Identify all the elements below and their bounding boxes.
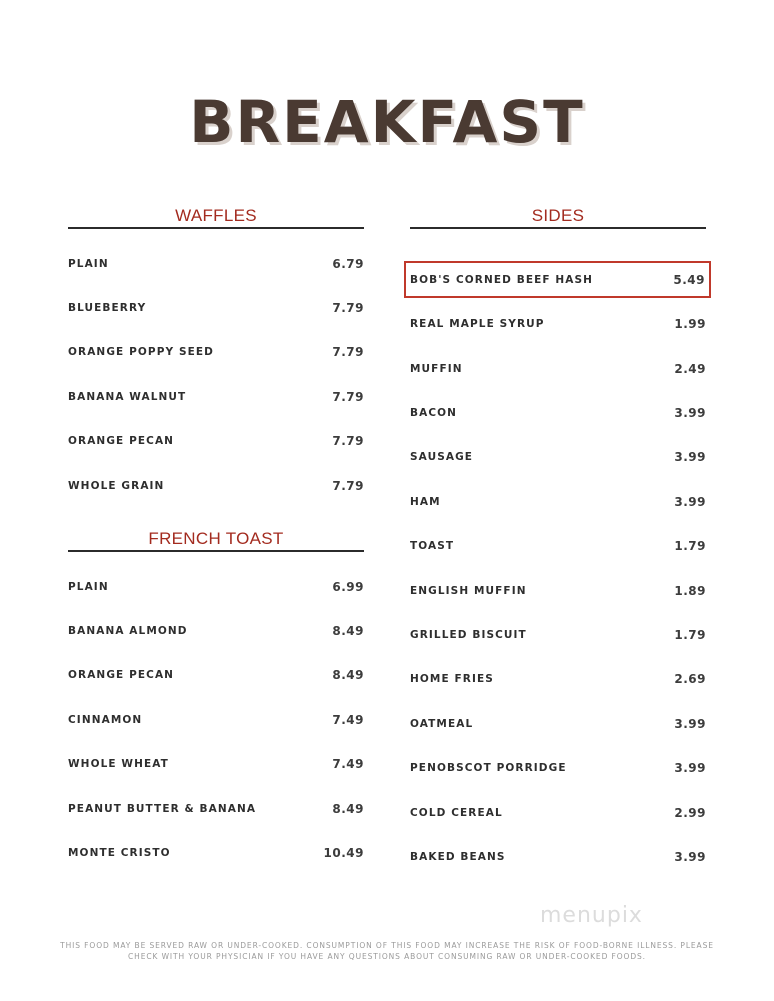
item-name: PLAIN — [68, 258, 109, 270]
page-title: BREAKFAST — [189, 88, 585, 156]
sides-item-corned-beef-hash — [404, 261, 711, 298]
item-name: BLUEBERRY — [68, 302, 147, 314]
food-safety-disclaimer — [60, 940, 714, 962]
sides-item-baked-beans — [410, 845, 706, 869]
item-price: 1.99 — [674, 317, 706, 331]
sides-item-penobscot-porridge — [410, 756, 706, 780]
waffles-heading: WAFFLES — [175, 206, 257, 225]
french-toast-item-whole-wheat — [68, 752, 364, 776]
item-price: 5.49 — [673, 272, 705, 287]
disclaimer-line-2: CHECK WITH YOUR PHYSICIAN IF YOU HAVE ANY QUESTIONS ABOUT CONSUMING RAW OR UNDER-COOKED FOODS. — [128, 952, 646, 961]
item-name: BACON — [410, 407, 458, 419]
item-price: 1.79 — [674, 539, 706, 553]
waffles-item-orange-pecan — [68, 429, 364, 453]
item-name: BAKED BEANS — [410, 851, 506, 863]
sides-item-maple-syrup — [410, 312, 706, 336]
french-toast-item-plain — [68, 575, 364, 599]
waffles-item-whole-grain — [68, 474, 364, 498]
item-name: COLD CEREAL — [410, 807, 503, 819]
item-name: ORANGE POPPY SEED — [68, 346, 214, 358]
item-price: 6.79 — [332, 257, 364, 271]
item-price: 7.49 — [332, 713, 364, 727]
french-toast-item-orange-pecan — [68, 663, 364, 687]
item-price: 3.99 — [674, 450, 706, 464]
item-price: 7.79 — [332, 301, 364, 315]
sides-item-cold-cereal — [410, 801, 706, 825]
sides-item-sausage — [410, 445, 706, 469]
item-price: 3.99 — [674, 717, 706, 731]
item-price: 3.99 — [674, 406, 706, 420]
item-price: 7.49 — [332, 757, 364, 771]
french-toast-item-monte-cristo — [68, 841, 364, 865]
item-name: PENOBSCOT PORRIDGE — [410, 762, 567, 774]
waffles-item-banana-walnut — [68, 385, 364, 409]
french-toast-heading: FRENCH TOAST — [148, 529, 284, 548]
item-name: ENGLISH MUFFIN — [410, 585, 527, 597]
item-price: 7.79 — [332, 434, 364, 448]
item-name: MONTE CRISTO — [68, 847, 171, 859]
item-price: 1.89 — [674, 584, 706, 598]
item-price: 3.99 — [674, 850, 706, 864]
item-price: 3.99 — [674, 495, 706, 509]
waffles-item-orange-poppy-seed — [68, 340, 364, 364]
item-name: GRILLED BISCUIT — [410, 629, 527, 641]
item-name: ORANGE PECAN — [68, 435, 175, 447]
item-name: PLAIN — [68, 581, 109, 593]
sides-item-muffin — [410, 357, 706, 381]
item-name: HAM — [410, 496, 441, 508]
item-price: 1.79 — [674, 628, 706, 642]
item-price: 7.79 — [332, 390, 364, 404]
sides-item-toast — [410, 534, 706, 558]
item-name: CINNAMON — [68, 714, 143, 726]
item-price: 7.79 — [332, 479, 364, 493]
sides-item-ham — [410, 490, 706, 514]
sides-item-grilled-biscuit — [410, 623, 706, 647]
item-name: BOB'S CORNED BEEF HASH — [410, 273, 594, 286]
sides-item-english-muffin — [410, 579, 706, 603]
item-price: 8.49 — [332, 624, 364, 638]
french-toast-item-peanut-butter-banana — [68, 797, 364, 821]
item-price: 8.49 — [332, 668, 364, 682]
sides-divider — [410, 227, 706, 229]
item-name: MUFFIN — [410, 363, 463, 375]
watermark: menupix — [540, 903, 643, 928]
sides-item-bacon — [410, 401, 706, 425]
sides-item-oatmeal — [410, 712, 706, 736]
item-name: HOME FRIES — [410, 673, 494, 685]
item-name: WHOLE WHEAT — [68, 758, 169, 770]
french-toast-divider — [68, 550, 364, 552]
item-name: SAUSAGE — [410, 451, 474, 463]
item-name: REAL MAPLE SYRUP — [410, 318, 545, 330]
item-name: PEANUT BUTTER & BANANA — [68, 803, 257, 815]
item-price: 2.69 — [674, 672, 706, 686]
sides-item-home-fries — [410, 667, 706, 691]
item-name: OATMEAL — [410, 718, 474, 730]
french-toast-item-cinnamon — [68, 708, 364, 732]
item-name: WHOLE GRAIN — [68, 480, 165, 492]
item-name: ORANGE PECAN — [68, 669, 175, 681]
item-price: 3.99 — [674, 761, 706, 775]
item-price: 7.79 — [332, 345, 364, 359]
french-toast-item-banana-almond — [68, 619, 364, 643]
item-name: BANANA WALNUT — [68, 391, 187, 403]
item-price: 8.49 — [332, 802, 364, 816]
item-name: BANANA ALMOND — [68, 625, 188, 637]
waffles-divider — [68, 227, 364, 229]
sides-heading: SIDES — [531, 206, 585, 225]
disclaimer-line-1: THIS FOOD MAY BE SERVED RAW OR UNDER-COOKED. CONSUMPTION OF THIS FOOD MAY INCREASE THE RISK OF FOOD-BORNE ILLNESS. PLEASE — [60, 941, 714, 950]
item-price: 10.49 — [323, 846, 364, 860]
item-price: 2.49 — [674, 362, 706, 376]
item-price: 6.99 — [332, 580, 364, 594]
item-price: 2.99 — [674, 806, 706, 820]
waffles-item-plain — [68, 252, 364, 276]
waffles-item-blueberry — [68, 296, 364, 320]
item-name: TOAST — [410, 540, 455, 552]
